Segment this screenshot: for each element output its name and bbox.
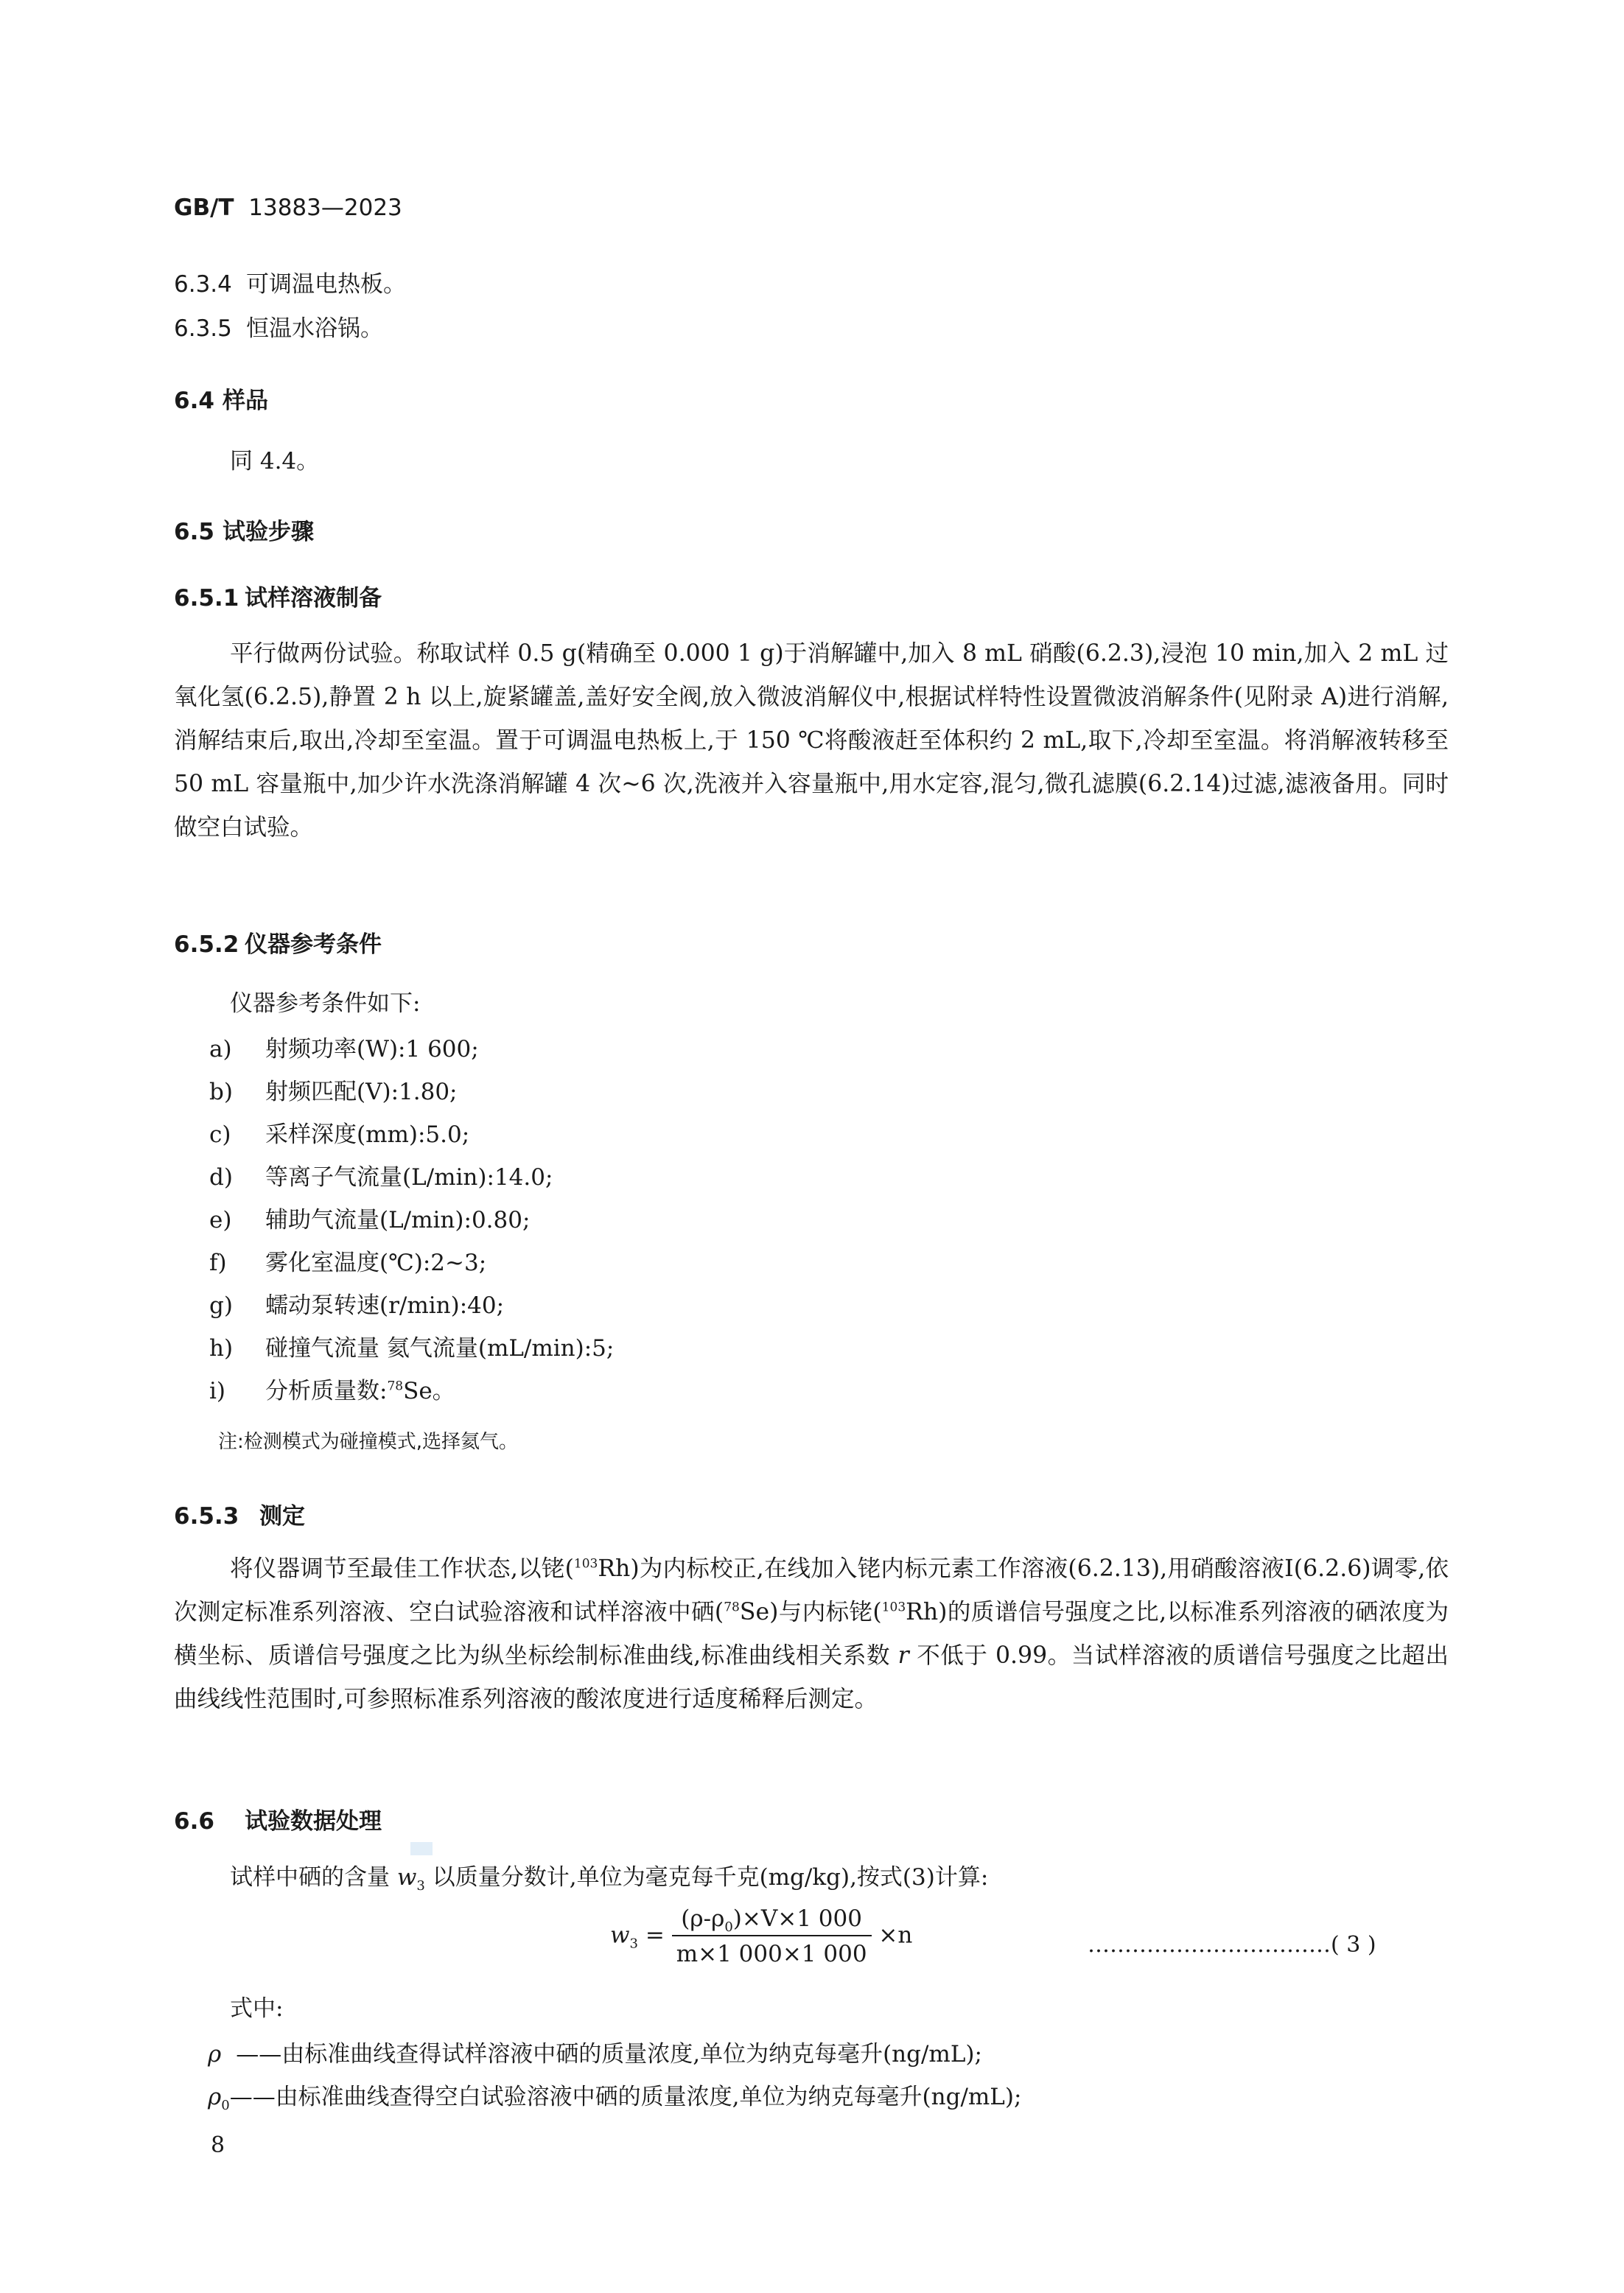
paragraph-6-5-3 xyxy=(174,1547,1449,1721)
clause-6-3-4 xyxy=(174,270,406,299)
standard-prefix: GB/T xyxy=(174,195,234,221)
heading-title: 试样溶液制备 xyxy=(245,585,382,612)
item-text: 射频匹配(V):1.80; xyxy=(265,1079,458,1105)
definition-rho0 xyxy=(208,2082,1021,2112)
heading-number: 6.5 xyxy=(174,519,214,545)
item-text: 采样深度(mm):5.0; xyxy=(265,1121,470,1148)
heading-6-5-2 xyxy=(174,925,382,959)
item-text: Se。 xyxy=(403,1378,455,1404)
condition-item xyxy=(209,1205,530,1235)
clause-number: 6.3.4 xyxy=(174,271,232,298)
text: 将仪器调节至最佳工作状态,以铑( xyxy=(230,1555,574,1582)
mass-number: 78 xyxy=(724,1600,740,1615)
item-label: d) xyxy=(209,1164,233,1191)
formula-intro xyxy=(230,1863,988,1892)
paragraph-6-4: 同 4.4。 xyxy=(230,448,320,475)
standard-code: 13883—2023 xyxy=(248,195,402,221)
standard-number xyxy=(174,195,402,221)
equals-sign: = xyxy=(645,1922,665,1949)
where-label: 式中: xyxy=(230,1995,284,2022)
condition-item xyxy=(209,1035,479,1064)
clause-6-3-5 xyxy=(174,314,383,343)
heading-6-5 xyxy=(174,513,314,546)
heading-6-4 xyxy=(174,382,268,415)
page-number: 8 xyxy=(211,2132,225,2158)
subscript: 3 xyxy=(629,1936,638,1952)
item-text: 辅助气流量(L/min):0.80; xyxy=(265,1207,531,1233)
text: Rh)为内标校正,在线加入铑内标元素工作溶液(6.2.13),用硝酸溶液Ⅰ(6.2.6)调零,依次测定标准系列溶液、空白试验溶液和试样溶液中硒( xyxy=(174,1555,1449,1625)
fraction xyxy=(672,1905,872,1967)
paragraph-text: 平行做两份试验。称取试样 0.5 g(精确至 0.000 1 g)于消解罐中,加入 8 mL 硝酸(6.2.3),浸泡 10 min,加入 2 mL 过氧化氢(6.2.5),静置 2 h 以上,旋紧罐盖,盖好安全阀,放入微波消解仪中,根据试样特性设置微波消解条件(见附录 A)进行消解,消解结束后,取出,冷却至室温。置于可调温电热板上,于 150 ℃将酸液赶至体积约 2 mL,取下,冷却至室温。将消解液转移至 50 mL 容量瓶中,加少许水洗涤消解罐 4 次~6 次,洗液并入容量瓶中,用水定容,混匀,微孔滤膜(6.2.14)过滤,滤液备用。同时做空白试验。 xyxy=(174,640,1449,841)
item-label: i) xyxy=(209,1378,226,1404)
paragraph-6-5-1 xyxy=(174,632,1449,850)
text: Rh)的质谱信号强度之比,以标准系列溶液的硒浓度为横坐标、质谱信号强度之比为纵坐标绘制标准曲线,标准曲线相关系数 xyxy=(174,1599,1449,1669)
text: )×V×1 000 xyxy=(732,1905,862,1932)
condition-item xyxy=(209,1334,614,1363)
definition-text: ——由标准曲线查得试样溶液中硒的质量浓度,单位为纳克每毫升(ng/mL); xyxy=(236,2041,982,2068)
numerator xyxy=(672,1905,872,1936)
item-label: c) xyxy=(209,1121,231,1148)
dot-leader: …………………………… xyxy=(1088,1932,1331,1958)
formula-3 xyxy=(610,1905,912,1967)
text: 试样中硒的含量 xyxy=(230,1864,397,1891)
heading-6-5-1 xyxy=(174,579,382,612)
text: 以质量分数计,单位为毫克每千克(mg/kg),按式(3)计算: xyxy=(424,1864,989,1891)
subscript: 3 xyxy=(416,1878,425,1894)
heading-number: 6.5.3 xyxy=(174,1503,239,1530)
heading-number: 6.5.2 xyxy=(174,931,239,958)
item-label: b) xyxy=(209,1079,233,1105)
condition-item xyxy=(209,1376,455,1406)
symbol: ρ xyxy=(208,2084,222,2110)
item-label: g) xyxy=(209,1292,233,1319)
variable: r xyxy=(897,1642,909,1669)
clause-text: 恒温水浴锅。 xyxy=(246,315,383,342)
heading-number: 6.6 xyxy=(174,1808,214,1835)
clause-text: 可调温电热板。 xyxy=(246,271,406,298)
definition-text: ——由标准曲线查得空白试验溶液中硒的质量浓度,单位为纳克每毫升(ng/mL); xyxy=(229,2084,1022,2110)
heading-title: 样品 xyxy=(223,388,268,414)
condition-item xyxy=(209,1163,553,1192)
heading-title: 仪器参考条件 xyxy=(245,931,382,958)
subscript: 0 xyxy=(221,2098,230,2114)
mass-number: 103 xyxy=(573,1556,598,1572)
definition-rho xyxy=(208,2040,982,2069)
text: (ρ-ρ xyxy=(681,1905,725,1932)
symbol: ρ xyxy=(208,2041,222,2068)
item-label: e) xyxy=(209,1207,232,1233)
note: 注:检测模式为碰撞模式,选择氦气。 xyxy=(218,1431,519,1453)
item-text: 碰撞气流量 氦气流量(mL/min):5; xyxy=(265,1335,615,1362)
text: Se)与内标铑( xyxy=(739,1599,882,1625)
equation-number xyxy=(1088,1932,1376,1958)
text: 不低于 0.99。当试样溶液的质谱信号强度之比超出曲线线性范围时,可参照标准系列溶液的酸浓度进行适度稀释后测定。 xyxy=(174,1642,1449,1712)
item-label: a) xyxy=(209,1036,232,1063)
heading-number: 6.4 xyxy=(174,388,214,414)
condition-item xyxy=(209,1077,458,1107)
equation-label: ( 3 ) xyxy=(1331,1932,1376,1958)
mass-number: 78 xyxy=(387,1379,404,1394)
condition-item xyxy=(209,1248,486,1278)
item-text: 分析质量数: xyxy=(265,1378,388,1404)
condition-item xyxy=(209,1120,469,1149)
item-text: 等离子气流量(L/min):14.0; xyxy=(265,1164,553,1191)
heading-number: 6.5.1 xyxy=(174,585,239,612)
heading-6-6 xyxy=(174,1802,382,1835)
heading-6-5-3 xyxy=(174,1497,305,1530)
watermark-mark xyxy=(410,1842,433,1855)
mass-number: 103 xyxy=(881,1600,906,1615)
heading-title: 测定 xyxy=(259,1503,305,1530)
conditions-intro: 仪器参考条件如下: xyxy=(230,990,421,1017)
denominator: m×1 000×1 000 xyxy=(676,1941,867,1967)
heading-title: 试验步骤 xyxy=(223,519,314,545)
item-label: h) xyxy=(209,1335,234,1362)
item-text: 射频功率(W):1 600; xyxy=(265,1036,479,1063)
subscript: 0 xyxy=(724,1919,733,1936)
item-text: 雾化室温度(℃):2~3; xyxy=(265,1250,487,1276)
clause-number: 6.3.5 xyxy=(174,315,232,342)
heading-title: 试验数据处理 xyxy=(245,1808,382,1835)
item-text: 蠕动泵转速(r/min):40; xyxy=(265,1292,505,1319)
formula-lhs: w xyxy=(610,1922,630,1949)
item-label: f) xyxy=(209,1250,227,1276)
multiplier: ×n xyxy=(878,1922,913,1949)
condition-item xyxy=(209,1291,504,1320)
variable: w xyxy=(396,1864,417,1891)
